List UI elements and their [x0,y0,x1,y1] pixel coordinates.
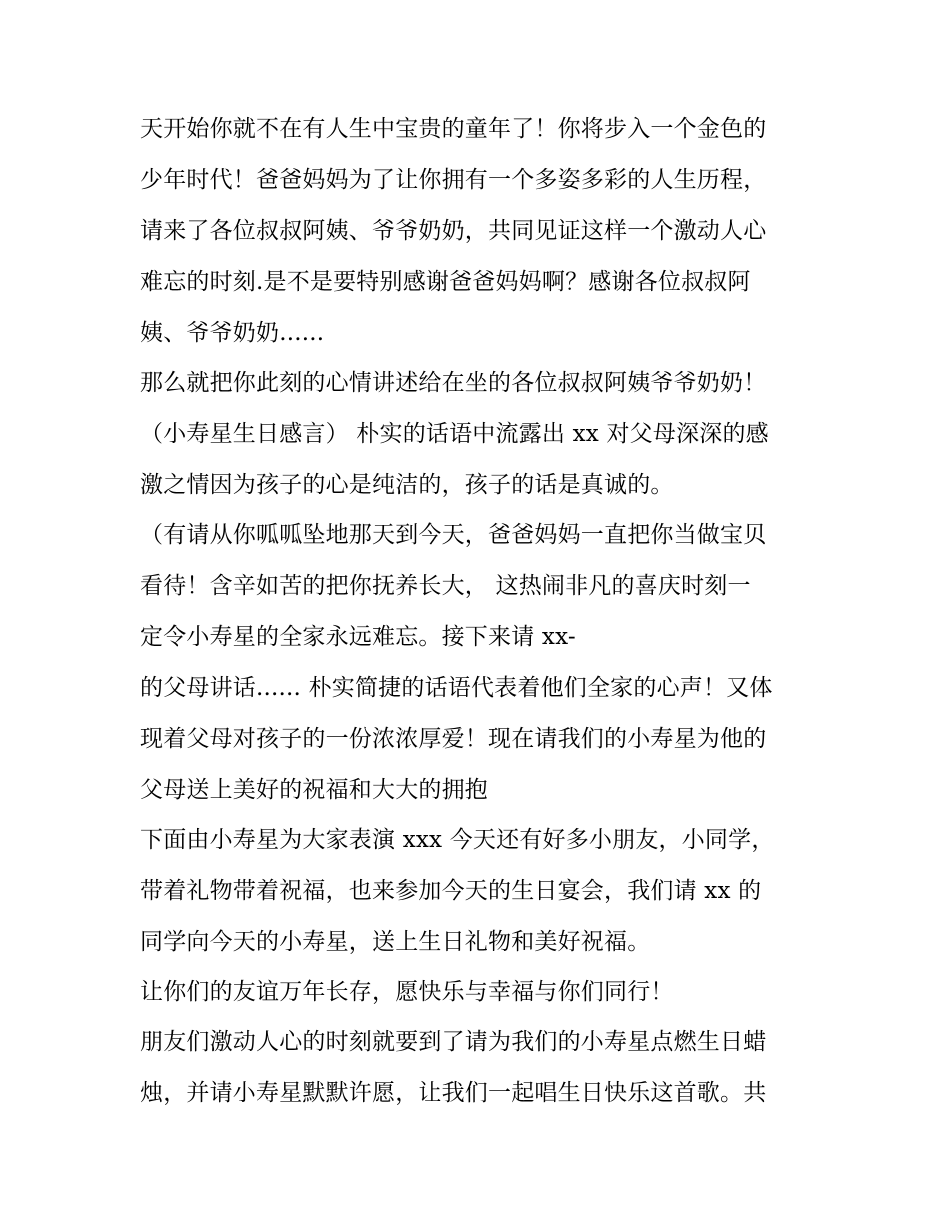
text-line: 现着父母对孩子的一份浓浓厚爱！现在请我们的小寿星为他的 [140,726,767,752]
text-line: 激之情因为孩子的心是纯洁的，孩子的话是真诚的。 [140,472,674,498]
text-line: 烛，并请小寿星默默许愿，让我们一起唱生日快乐这首歌。共 [140,1080,767,1106]
text-line: 姨、爷爷奶奶...... [140,320,325,346]
text-line: （小寿星生日感言） 朴实的话语中流露出 xx 对父母深深的感 [140,421,769,447]
text-line: 那么就把你此刻的心情讲述给在坐的各位叔叔阿姨爷爷奶奶！ [140,370,767,396]
text-line: 的父母讲话...... 朴实简捷的话语代表着他们全家的心声！又体 [140,675,773,701]
text-line: 少年时代！爸爸妈妈为了让你拥有一个多姿多彩的人生历程， [140,167,767,193]
text-line: 下面由小寿星为大家表演 xxx 今天还有好多小朋友，小同学， [140,827,775,853]
text-line: 难忘的时刻.是不是要特别感谢爸爸妈妈啊？感谢各位叔叔阿 [140,269,751,295]
text-line: 看待！含辛如苦的把你抚养长大， 这热闹非凡的喜庆时刻一 [140,573,751,599]
text-line: （有请从你呱呱坠地那天到今天，爸爸妈妈一直把你当做宝贝 [140,522,767,548]
text-line: 让你们的友谊万年长存，愿快乐与幸福与你们同行！ [140,979,674,1005]
text-line: 同学向今天的小寿星，送上生日礼物和美好祝福。 [140,929,651,955]
text-line: 父母送上美好的祝福和大大的拥抱 [140,777,488,803]
text-line: 天开始你就不在有人生中宝贵的童年了！你将步入一个金色的 [140,116,767,142]
text-line: 定令小寿星的全家永远难忘。接下来请 xx- [140,624,576,650]
text-line: 请来了各位叔叔阿姨、爷爷奶奶，共同见证这样一个激动人心 [140,218,767,244]
text-line: 朋友们激动人心的时刻就要到了请为我们的小寿星点燃生日蜡 [140,1029,767,1055]
text-line: 带着礼物带着祝福，也来参加今天的生日宴会，我们请 xx 的 [140,878,762,904]
